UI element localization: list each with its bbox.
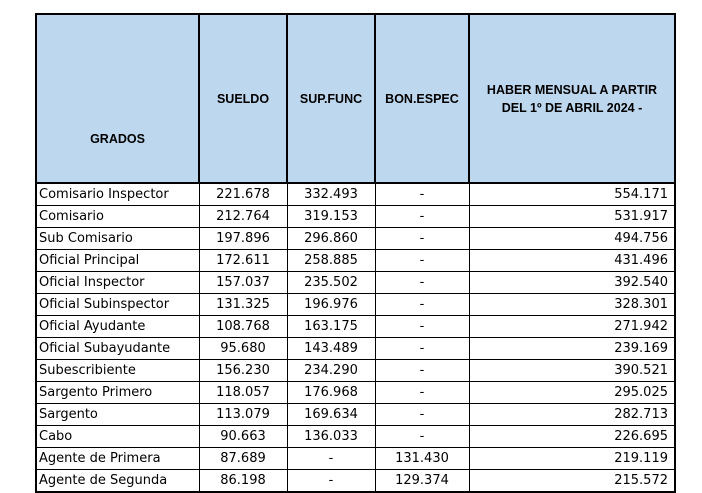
cell-sup-func: 163.175 <box>287 316 375 338</box>
cell-haber-mensual: 226.695 <box>469 426 675 448</box>
header-bon-espec: BON.ESPEC <box>375 14 469 183</box>
cell-sup-func: 332.493 <box>287 183 375 206</box>
table-row <box>36 404 675 426</box>
cell-haber-mensual: 494.756 <box>469 228 675 250</box>
cell-sueldo: 118.057 <box>199 382 287 404</box>
cell-bon-espec: - <box>375 360 469 382</box>
cell-grado: Oficial Subinspector <box>36 294 199 316</box>
cell-sueldo: 197.896 <box>199 228 287 250</box>
header-sueldo: SUELDO <box>199 14 287 183</box>
cell-sup-func: 176.968 <box>287 382 375 404</box>
table-row <box>36 206 675 228</box>
cell-haber-mensual: 295.025 <box>469 382 675 404</box>
cell-sueldo: 113.079 <box>199 404 287 426</box>
cell-haber-mensual: 271.942 <box>469 316 675 338</box>
cell-grado: Oficial Principal <box>36 250 199 272</box>
cell-sup-func: 235.502 <box>287 272 375 294</box>
cell-grado: Oficial Inspector <box>36 272 199 294</box>
cell-haber-mensual: 431.496 <box>469 250 675 272</box>
cell-bon-espec: - <box>375 426 469 448</box>
table-row <box>36 228 675 250</box>
cell-sup-func: 234.290 <box>287 360 375 382</box>
cell-grado: Comisario <box>36 206 199 228</box>
cell-bon-espec: - <box>375 404 469 426</box>
cell-sup-func: 143.489 <box>287 338 375 360</box>
table-row <box>36 272 675 294</box>
cell-grado: Agente de Segunda <box>36 470 199 493</box>
cell-haber-mensual: 328.301 <box>469 294 675 316</box>
cell-sueldo: 86.198 <box>199 470 287 493</box>
table-row <box>36 294 675 316</box>
cell-sueldo: 157.037 <box>199 272 287 294</box>
table-row <box>36 426 675 448</box>
cell-sup-func: 196.976 <box>287 294 375 316</box>
cell-sup-func: - <box>287 448 375 470</box>
cell-haber-mensual: 239.169 <box>469 338 675 360</box>
cell-bon-espec: - <box>375 382 469 404</box>
cell-sueldo: 131.325 <box>199 294 287 316</box>
cell-bon-espec: - <box>375 206 469 228</box>
cell-grado: Sargento Primero <box>36 382 199 404</box>
cell-sueldo: 87.689 <box>199 448 287 470</box>
header-haber-mensual: HABER MENSUAL A PARTIR DEL 1º DE ABRIL 2024 - <box>469 14 675 183</box>
cell-sueldo: 108.768 <box>199 316 287 338</box>
cell-bon-espec: - <box>375 316 469 338</box>
table-row <box>36 360 675 382</box>
cell-grado: Comisario Inspector <box>36 183 199 206</box>
cell-sueldo: 156.230 <box>199 360 287 382</box>
table-body <box>36 183 675 492</box>
cell-grado: Sargento <box>36 404 199 426</box>
table-row <box>36 470 675 493</box>
table-row <box>36 250 675 272</box>
cell-sup-func: 169.634 <box>287 404 375 426</box>
cell-sup-func: 319.153 <box>287 206 375 228</box>
cell-haber-mensual: 392.540 <box>469 272 675 294</box>
cell-grado: Cabo <box>36 426 199 448</box>
cell-haber-mensual: 282.713 <box>469 404 675 426</box>
cell-sueldo: 90.663 <box>199 426 287 448</box>
cell-grado: Oficial Subayudante <box>36 338 199 360</box>
cell-haber-mensual: 390.521 <box>469 360 675 382</box>
cell-haber-mensual: 554.171 <box>469 183 675 206</box>
cell-sup-func: 258.885 <box>287 250 375 272</box>
header-grados: GRADOS <box>36 14 199 183</box>
table-row <box>36 183 675 206</box>
table-row <box>36 338 675 360</box>
cell-sueldo: 221.678 <box>199 183 287 206</box>
cell-bon-espec: - <box>375 250 469 272</box>
cell-grado: Sub Comisario <box>36 228 199 250</box>
cell-bon-espec: - <box>375 294 469 316</box>
cell-haber-mensual: 215.572 <box>469 470 675 493</box>
cell-sup-func: 296.860 <box>287 228 375 250</box>
cell-grado: Oficial Ayudante <box>36 316 199 338</box>
header-sup-func: SUP.FUNC <box>287 14 375 183</box>
table-header <box>36 14 675 183</box>
cell-haber-mensual: 531.917 <box>469 206 675 228</box>
cell-sueldo: 212.764 <box>199 206 287 228</box>
cell-bon-espec: - <box>375 183 469 206</box>
header-row <box>36 14 675 183</box>
salary-table <box>35 13 676 493</box>
cell-grado: Subescribiente <box>36 360 199 382</box>
cell-haber-mensual: 219.119 <box>469 448 675 470</box>
cell-bon-espec: - <box>375 272 469 294</box>
cell-sueldo: 95.680 <box>199 338 287 360</box>
cell-sup-func: 136.033 <box>287 426 375 448</box>
table-row <box>36 448 675 470</box>
cell-bon-espec: - <box>375 228 469 250</box>
table-row <box>36 316 675 338</box>
cell-sueldo: 172.611 <box>199 250 287 272</box>
cell-bon-espec: 131.430 <box>375 448 469 470</box>
cell-sup-func: - <box>287 470 375 493</box>
cell-bon-espec: 129.374 <box>375 470 469 493</box>
table-row <box>36 382 675 404</box>
cell-bon-espec: - <box>375 338 469 360</box>
cell-grado: Agente de Primera <box>36 448 199 470</box>
